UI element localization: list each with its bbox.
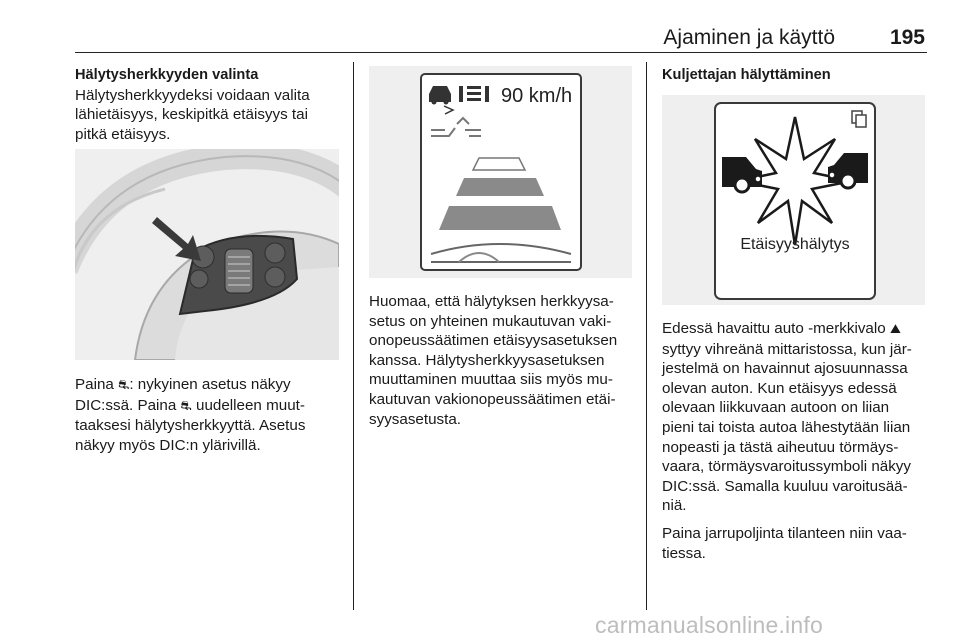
- paragraph-line: olevaan liikkuvaan autoon on liian: [662, 399, 890, 417]
- display-speed: 90 km/h: [501, 85, 573, 107]
- paragraph-line: kautuvan vakionopeussäätimen etäi-: [369, 390, 616, 408]
- paragraph-line: onopeussäätimen etäisyysasetuksen: [369, 332, 618, 350]
- paragraph-line: pieni tai toista autoa lähestytään liian: [662, 418, 911, 436]
- warning-label: Etäisyyshälytys: [740, 236, 850, 253]
- paragraph-line: olevan auton. Kun etäisyys edessä: [662, 379, 897, 397]
- paragraph-fragment: DIC:ssä. Paina: [75, 396, 177, 414]
- paragraph-line: Huomaa, että hälytyksen herkkyysa-: [369, 293, 614, 310]
- paragraph-line: tiessa.: [662, 544, 706, 562]
- press-word: Paina: [75, 376, 114, 393]
- watermark: carmanualsonline.info: [595, 612, 823, 638]
- paragraph-line: niä.: [662, 497, 687, 515]
- paragraph-line: vaara, törmäysvaroitussymboli näkyy: [662, 458, 911, 476]
- column-middle: [369, 292, 641, 429]
- chapter-title: Ajaminen ja käyttö: [663, 26, 835, 49]
- distance-setting-icon: ⛐: [180, 398, 192, 414]
- paragraph-line: nopeasti ja tästä aiheutuu törmäys-: [662, 438, 899, 456]
- page-header: [75, 22, 927, 52]
- paragraph-line: pitkä etäisyys.: [75, 125, 171, 143]
- page-number: 195: [889, 26, 925, 49]
- vehicle-ahead-indicator-icon: ⛰: [889, 322, 901, 337]
- paragraph-fragment: uudelleen muut-: [196, 396, 305, 414]
- paragraph-line: lähietäisyys, keskipitkä etäisyys tai: [75, 106, 308, 124]
- column-left-lower: [75, 375, 347, 455]
- paragraph-line: [75, 396, 347, 417]
- paragraph-line: jestelmä on havainnut ajosuunnassa: [662, 360, 908, 378]
- paragraph-fragment: : nykyinen asetus näkyy: [129, 376, 291, 393]
- paragraph-line: näkyy myös DIC:n ylärivillä.: [75, 436, 261, 454]
- section-heading: Hälytysherkkyyden valinta: [75, 67, 259, 83]
- paragraph-line: kanssa. Hälytysherkkyysasetuksen: [369, 351, 605, 369]
- header-rule: [75, 52, 927, 53]
- dic-display-illustration: [369, 66, 632, 278]
- column-right-lower: [662, 319, 934, 563]
- column-divider: [353, 62, 354, 610]
- paragraph-line: setus on yhteinen mukautuvan vaki-: [369, 312, 612, 330]
- paragraph-line: syysasetusta.: [369, 410, 462, 428]
- dic-display-figure: [369, 66, 632, 278]
- paragraph-line: [662, 319, 934, 340]
- collision-warning-illustration: [662, 95, 925, 305]
- paragraph-line: [75, 375, 347, 396]
- paragraph-line: taaksesi hälytysherkkyyttä. Asetus: [75, 417, 306, 435]
- collision-warning-figure: [662, 95, 925, 305]
- paragraph-line: muuttaminen muuttaa siis myös mu-: [369, 371, 613, 389]
- distance-setting-icon: ⛐: [118, 378, 130, 393]
- paragraph-line: DIC:ssä. Samalla kuuluu varoitusää-: [662, 477, 908, 495]
- steering-wheel-figure: [75, 149, 339, 360]
- paragraph-line: Hälytysherkkyydeksi voidaan valita: [75, 86, 310, 104]
- steering-wheel-illustration: [75, 149, 339, 360]
- paragraph-fragment: Edessä havaittu auto -merkkivalo: [662, 320, 886, 337]
- section-heading: Kuljettajan hälyttäminen: [662, 67, 831, 83]
- paragraph-line: syttyy vihreänä mittaristossa, kun jär-: [662, 340, 912, 358]
- column-divider: [646, 62, 647, 610]
- paragraph-line: Paina jarrupoljinta tilanteen niin vaa-: [662, 524, 907, 542]
- column-right: [662, 66, 934, 86]
- column-left: [75, 66, 347, 144]
